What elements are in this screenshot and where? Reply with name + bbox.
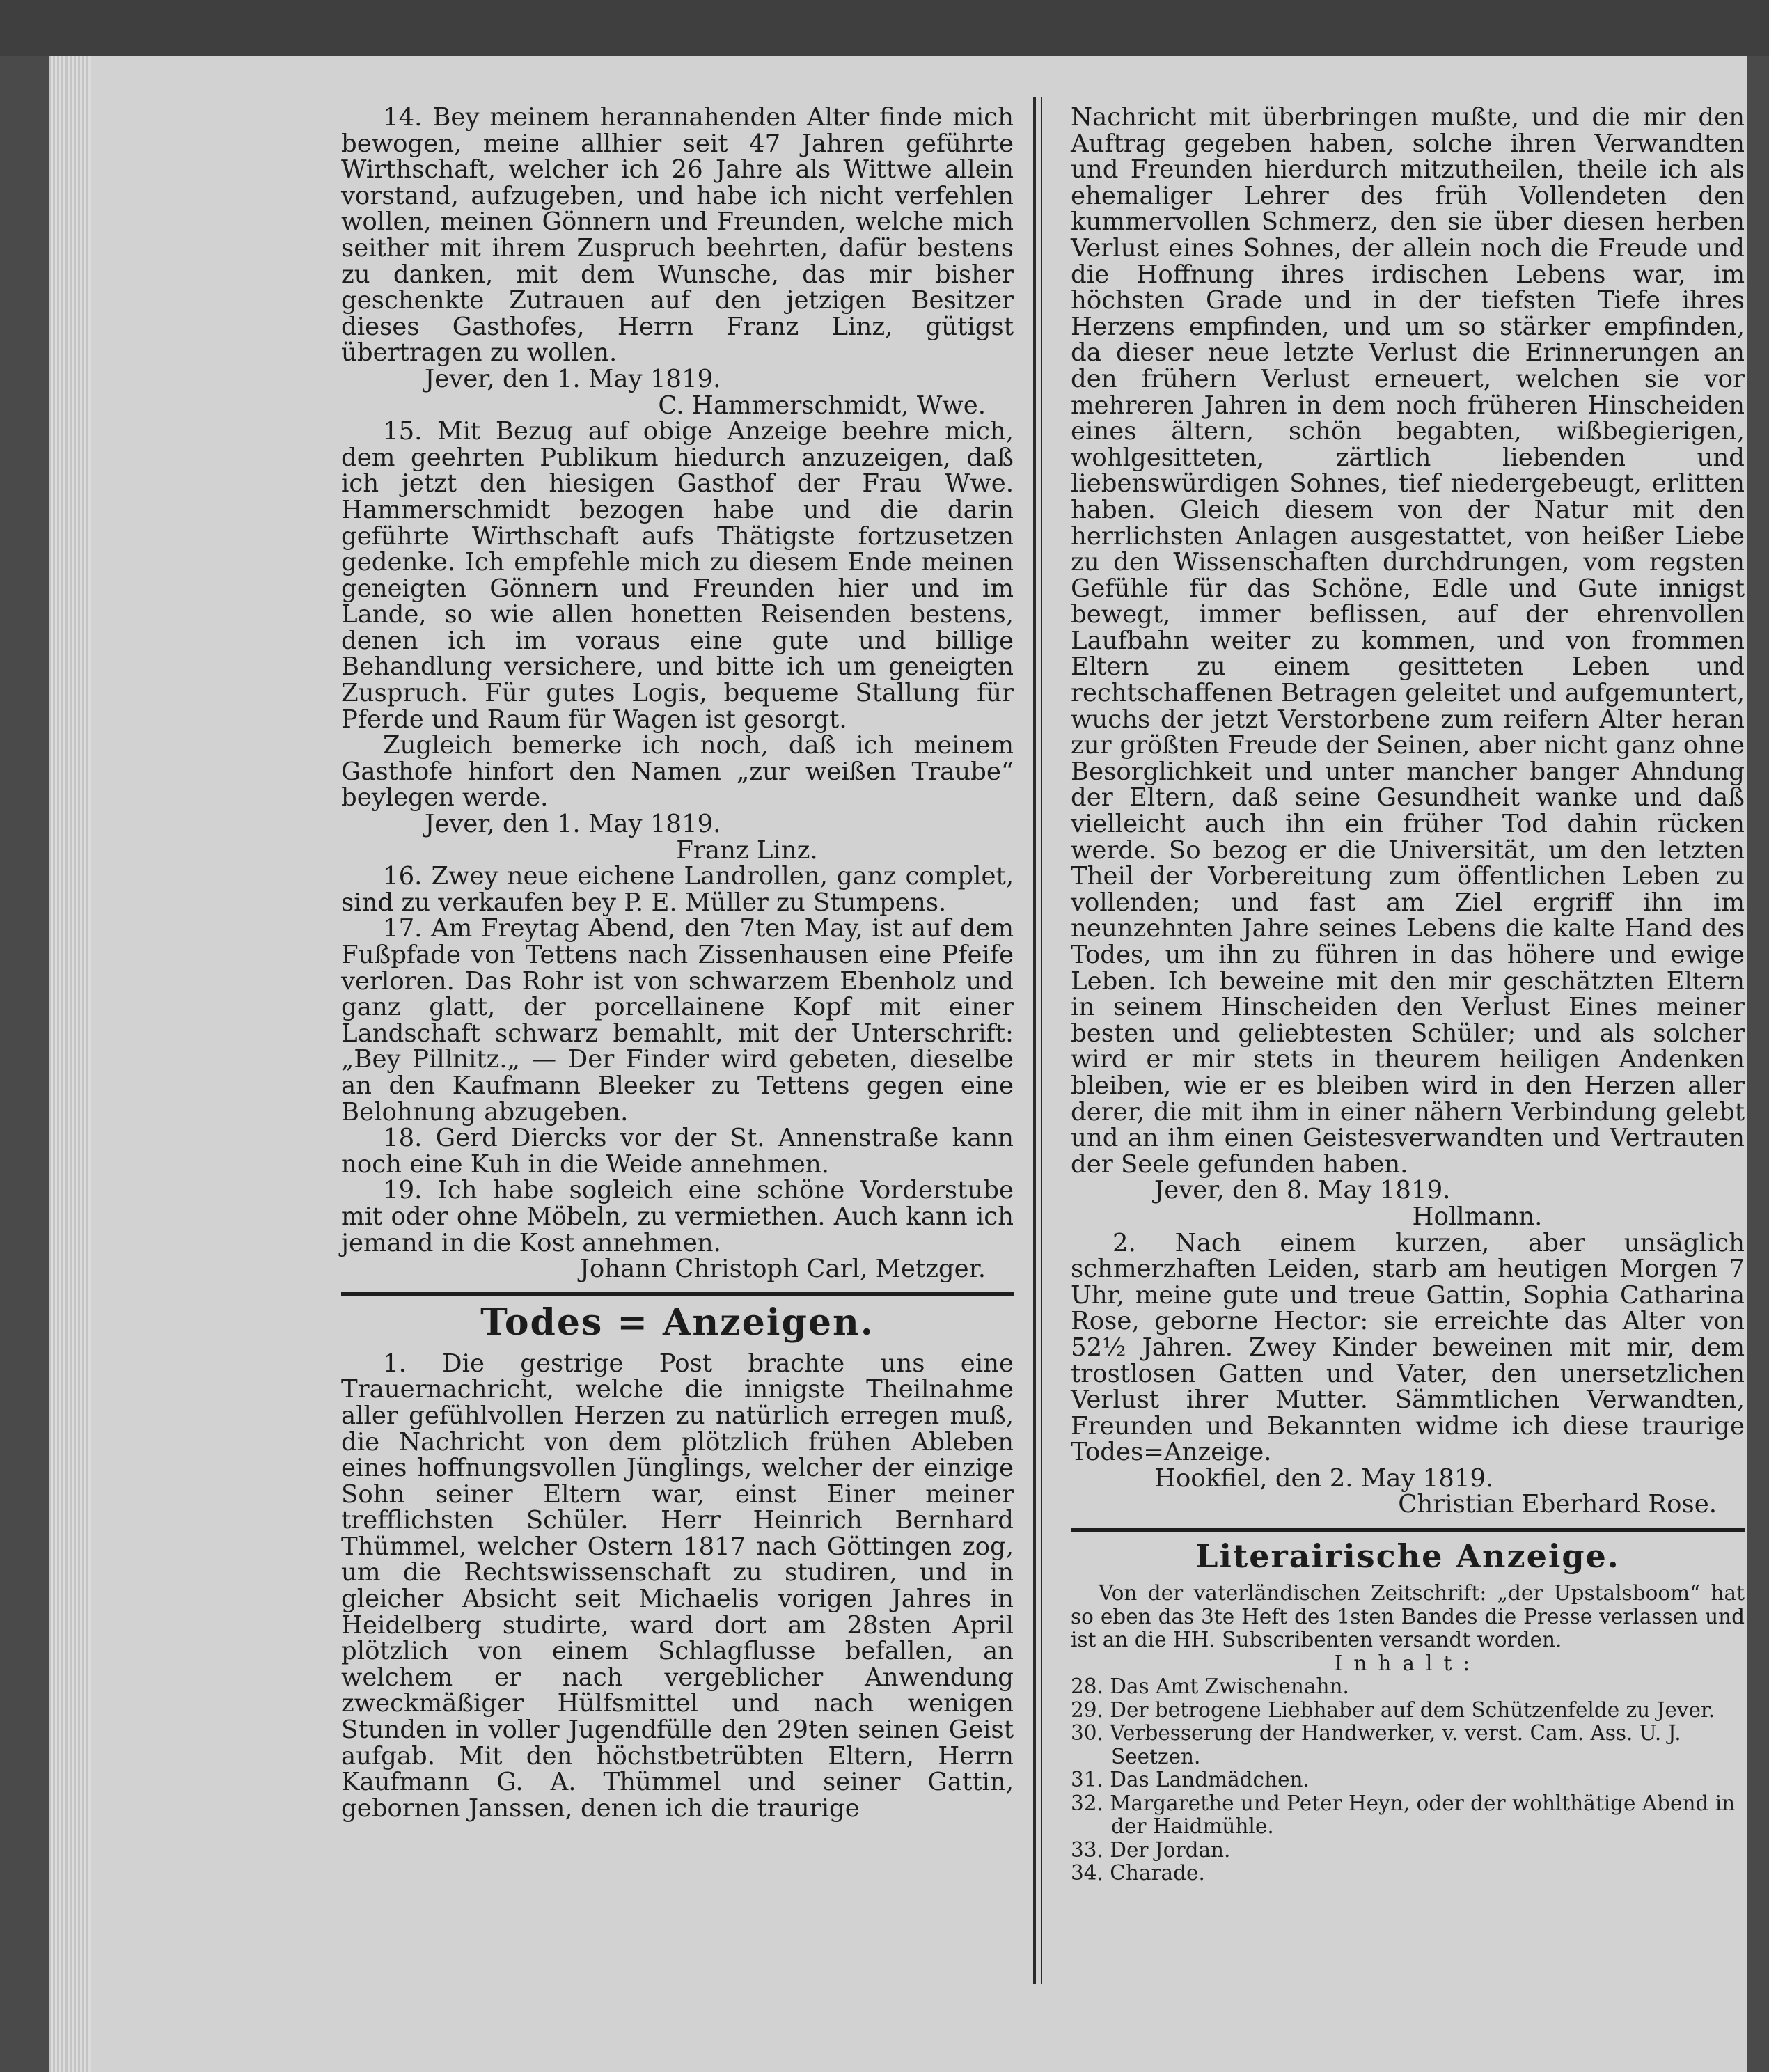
death-notice-1-dateline: Jever, den 8. May 1819. (1154, 1176, 1451, 1205)
death-notice-1: 1. Die gestrige Post brachte uns eine Trauernachricht, welche die innigste Theilnahme aller gefühlvollen Herzen zu natürlich erregen muß, die Nachricht von dem plötzlich frühen Ableben eines hoffnungsvollen Jünglings, welcher der einzige Sohn seiner Eltern war, einst Einer meiner trefflichsten Schüler. Herr Heinrich Bernhard Thümmel, welcher Ostern 1817 nach Göttingen zog, um die Rechtswissenschaft zu studiren, und in gleicher Absicht seit Michaelis vorigen Jahres in Heidelberg studirte, ward dort am 28sten April plötzlich von einem Schlagflusse befallen, an welchem er nach vergeblicher Anwendung zweckmäßiger Hülfsmittel und nach wenigen Stunden in voller Jugendfülle den 29ten seinen Geist aufgab. Mit den höchstbetrübten Eltern, Herrn Kaufmann G. A. Thümmel und seiner Gattin, gebornen Janssen, denen ich die traurige (341, 1349, 1014, 1823)
ad-19: 19. Ich habe sogleich eine schöne Vorderstube mit oder ohne Möbeln, zu vermiethen. Auch kann ich jemand in die Kost annehmen. (341, 1176, 1014, 1257)
contents-item: 34. Charade. (1071, 1861, 1205, 1885)
ad-15-note: Zugleich bemerke ich noch, daß ich meinem Gasthofe hinfort den Namen „zur weißen Traube“ beylegen werde. (341, 731, 1014, 813)
scan-background (0, 0, 1769, 56)
death-notice-1-continued: Nachricht mit überbringen mußte, und die mir den Auftrag gegeben haben, solche ihren Verwandten und Freunden hierdurch mitzutheilen, theile ich als ehemaliger Lehrer des früh Vollendeten den kummervollen Schmerz, den sie über diesen herben Verlust eines Sohnes, der allein noch die Freude und die Hoffnung ihres irdischen Lebens war, im höchsten Grade und in der tiefsten Tiefe ihres Herzens empfinden, und um so stärker empfinden, da dieser neue letzte Verlust die Erinnerungen an den frühern Verlust erneuert, welchen sie vor mehreren Jahren in dem noch früheren Hinscheiden eines ältern, schön begabten, wißbegierigen, wohlgesitteten, zärtlich liebenden und liebenswürdigen Sohnes, tief niedergebeugt, erlitten haben. Gleich diesem von der Natur mit den herrlichsten Anlagen ausgestattet, von heißer Liebe zu den Wissenschaften durchdrungen, vom regsten Gefühle für das Schöne, Edle und Gute innigst bewegt, immer beflissen, auf der ehrenvollen Laufbahn weiter zu kommen, und von frommen Eltern zu einem gesitteten Leben und rechtschaffenen Betragen geleitet und aufgemuntert, wuchs der jetzt Verstorbene zum reifern Alter heran zur größten Freude der Seinen, aber nicht ganz ohne Besorglichkeit und unter mancher banger Ahndung der Eltern, daß seine Gesundheit wanke und daß vielleicht auch ihn ein früher Tod dahin rücken werde. So bezog er die Universität, um den letzten Theil der Vorbereitung zum öffentlichen Leben zu vollenden; und fast am Ziel ergriff ihn im neunzehnten Jahre seines Lebens die kalte Hand des Todes, um ihn zu führen in das höhere und ewige Leben. Ich beweine mit den mir geschätzten Eltern in seinem Hinscheiden den Verlust Eines meiner besten und geliebtesten Schüler; und als solcher wird er mir stets in theurem heiligen Andenken bleiben, wie er es bleiben wird in den Herzen aller derer, die mit ihm in einer nähern Verbindung gelebt und an ihm einen Geistesverwandten und Vertrauten der Seele gefunden haben. (1071, 103, 1745, 1179)
section-rule (341, 1292, 1014, 1296)
ad-19-signature: Johann Christoph Carl, Metzger. (579, 1255, 986, 1284)
ad-18: 18. Gerd Diercks vor der St. Annenstraße kann noch eine Kuh in die Weide annehmen. (341, 1124, 1014, 1179)
death-notices-heading: Todes = Anzeigen. (480, 1301, 874, 1344)
contents-item: 30. Verbesserung der Handwerker, v. verst. Cam. Ass. U. J. Seetzen. (1071, 1721, 1681, 1768)
page-edge-stack (49, 56, 91, 2072)
contents-item: 29. Der betrogene Liebhaber auf dem Schützenfelde zu Jever. (1071, 1697, 1715, 1722)
column-rule (1033, 97, 1036, 1984)
column-rule-thin (1041, 97, 1042, 1984)
right-column (1071, 104, 1745, 1885)
left-column (341, 104, 1014, 1821)
death-notice-2-dateline: Hookfiel, den 2. May 1819. (1154, 1463, 1494, 1493)
contents-item: 31. Das Landmädchen. (1071, 1768, 1310, 1792)
ad-15: 15. Mit Bezug auf obige Anzeige beehre mich, dem geehrten Publikum hiedurch anzuzeigen, daß ich jetzt den hiesigen Gasthof der Frau Wwe. Hammerschmidt bezogen habe und die darin geführte Wirthschaft aufs Thätigste fortzusetzen gedenke. Ich empfehle mich zu diesem Ende meinen geneigten Gönnern und Freunden hier und im Lande, so wie allen honetten Reisenden bestens, denen ich im voraus eine gute und billige Behandlung versichere, und bitte ich um geneigten Zuspruch. Für gutes Logis, bequeme Stallung für Pferde und Raum für Wagen ist gesorgt. (341, 417, 1014, 734)
ad-14-dateline: Jever, den 1. May 1819. (425, 364, 721, 393)
ad-15-signature: Franz Linz. (676, 835, 818, 865)
ad-17: 17. Am Freytag Abend, den 7ten May, ist auf dem Fußpfade von Tettens nach Zissenhausen eine Pfeife verloren. Das Rohr ist von schwarzem Ebenholz und ganz glatt, der porcellainene Kopf mit einer Landschaft schwarz bemahlt, mit der Unterschrift: „Bey Pillnitz.„ — Der Finder wird gebeten, dieselbe an den Kaufmann Bleeker zu Tettens gegen eine Belohnung abzugeben. (341, 914, 1014, 1127)
contents-item: 28. Das Amt Zwischenahn. (1071, 1674, 1349, 1699)
contents-list (1071, 1675, 1745, 1885)
death-notice-1-signature: Hollmann. (1412, 1202, 1543, 1231)
ad-15-dateline: Jever, den 1. May 1819. (425, 810, 721, 839)
death-notice-2: 2. Nach einem kurzen, aber unsäglich schmerzhaften Leiden, starb am heutigen Morgen 7 Uhr, meine gute und treue Gattin, Sophia Catharina Rose, geborne Hector: sie erreichte das Alter von 52½ Jahren. Zwey Kinder beweinen mit mir, dem trostlosen Gatten und Vater, den unersetzlichen Verlust ihrer Mutter. Sämmtlichen Verwandten, Freunden und Bekannten widme ich diese traurige Todes=Anzeige. (1071, 1228, 1745, 1467)
contents-label: Inhalt: (1334, 1651, 1481, 1675)
contents-item: 33. Der Jordan. (1071, 1837, 1231, 1862)
contents-item: 32. Margarethe und Peter Heyn, oder der wohlthätige Abend in der Haidmühle. (1071, 1791, 1736, 1839)
literary-notice-intro: Von der vaterländischen Zeitschrift: „der Upstalsboom“ hat so eben das 3te Heft des 1sten Bandes die Presse verlassen und ist an die HH. Subscribenten versandt worden. (1071, 1581, 1745, 1652)
ad-16: 16. Zwey neue eichene Landrollen, ganz complet, sind zu verkaufen bey P. E. Müller zu Stumpens. (341, 862, 1014, 917)
ad-14-signature: C. Hammerschmidt, Wwe. (658, 391, 986, 420)
death-notice-2-signature: Christian Eberhard Rose. (1398, 1490, 1717, 1519)
section-rule-right (1071, 1528, 1745, 1532)
literary-notice-heading: Literairische Anzeige. (1195, 1537, 1620, 1576)
ad-14: 14. Bey meinem herannahenden Alter finde mich bewogen, meine allhier seit 47 Jahren geführte Wirthschaft, welcher ich 26 Jahre als Wittwe allein vorstand, aufzugeben, und habe ich nicht verfehlen wollen, meinen Gönnern und Freunden, welche mich seither mit ihrem Zuspruch beehrten, dafür bestens zu danken, mit dem Wunsche, das mir bisher geschenkte Zutrauen auf den jetzigen Besitzer dieses Gasthofes, Herrn Franz Linz, gütigst übertragen zu wollen. (341, 103, 1014, 368)
literary-notice (1071, 1582, 1745, 1885)
